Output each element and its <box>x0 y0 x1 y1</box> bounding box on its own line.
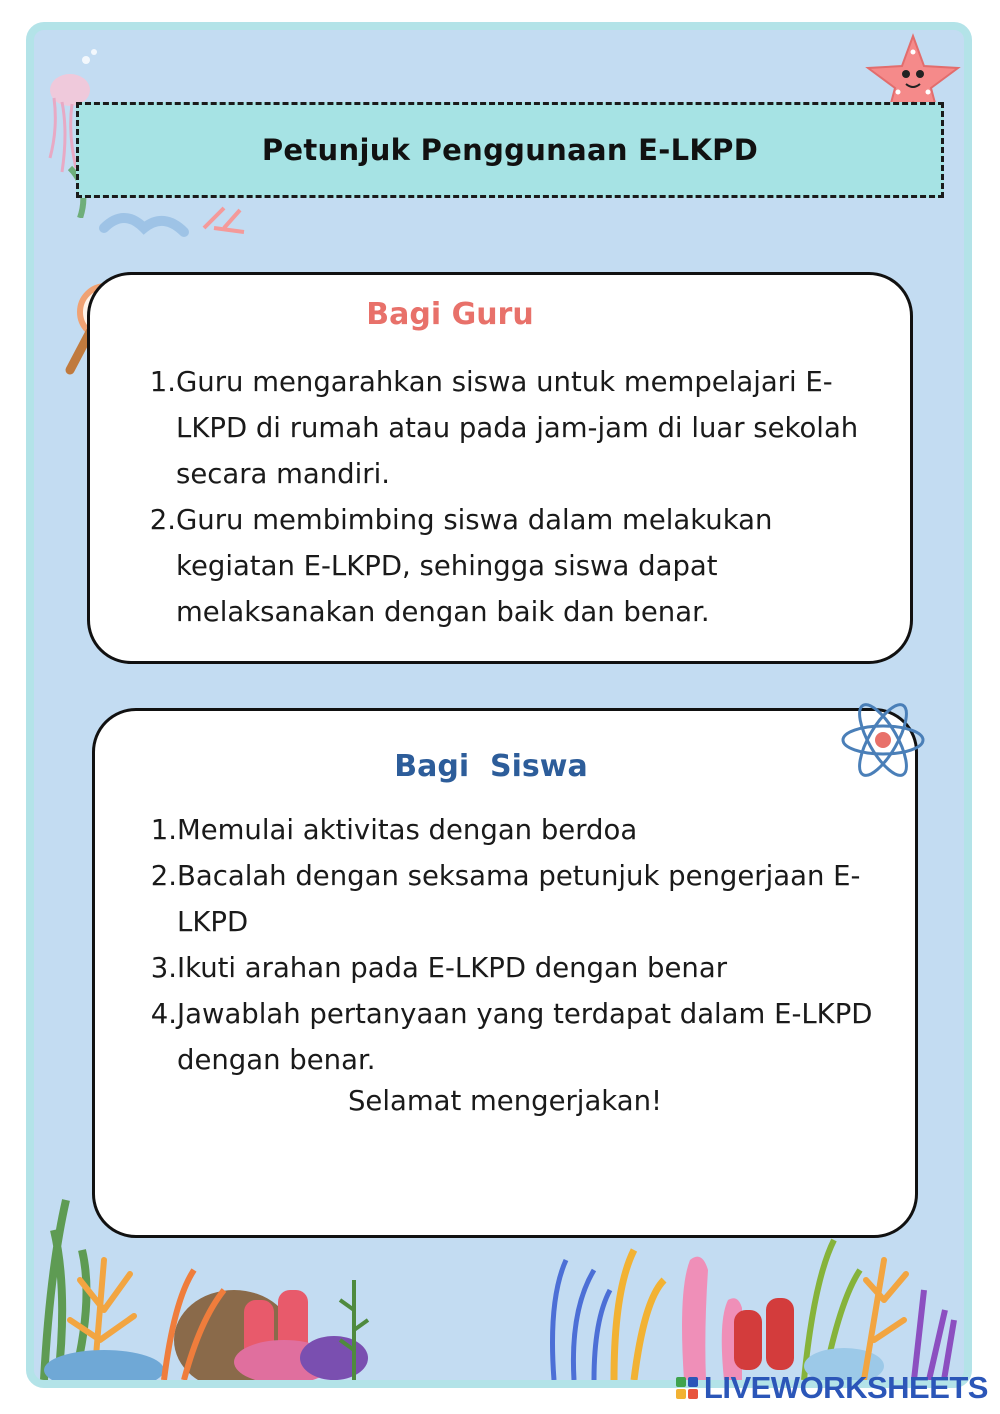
list-text: Guru mengarahkan siswa untuk mempelajari E-LKPD di rumah atau pada jam-jam di luar sekolah secara mandiri. <box>176 366 859 490</box>
list-item <box>141 807 881 853</box>
list-item <box>141 853 881 945</box>
student-instructions-card <box>92 708 918 1238</box>
teacher-heading: Bagi Guru <box>366 297 534 332</box>
list-number: 1. <box>149 366 176 398</box>
brand-name: LIVEWORKSHEETS <box>703 1370 988 1405</box>
list-text: Memulai aktivitas dengan berdoa <box>177 814 638 846</box>
list-number: 3. <box>150 952 177 984</box>
atom-icon <box>838 700 928 780</box>
teacher-instructions-card <box>87 272 913 664</box>
list-number: 2. <box>150 860 177 892</box>
list-item <box>141 991 881 1083</box>
list-text: Jawablah pertanyaan yang terdapat dalam E-LKPD dengan benar. <box>177 998 873 1076</box>
list-text: Ikuti arahan pada E-LKPD dengan benar <box>177 952 727 984</box>
list-text: Guru membimbing siswa dalam melakukan kegiatan E-LKPD, sehingga siswa dapat melaksanakan dengan baik dan benar. <box>176 504 773 628</box>
teacher-steps-list <box>140 359 870 635</box>
list-number: 1. <box>150 814 177 846</box>
title-banner <box>76 102 944 198</box>
liveworksheets-brand[interactable] <box>676 1370 988 1406</box>
student-steps-list <box>141 807 881 1083</box>
list-item <box>141 945 881 991</box>
list-item <box>140 359 870 497</box>
liveworksheets-logo-icon <box>676 1377 698 1399</box>
list-number: 4. <box>150 998 177 1030</box>
list-item <box>140 497 870 635</box>
closing-message: Selamat mengerjakan! <box>347 1085 663 1117</box>
page-title: Petunjuk Penggunaan E-LKPD <box>261 133 759 167</box>
coral-small-icon <box>94 198 264 248</box>
list-number: 2. <box>149 504 176 536</box>
list-text: Bacalah dengan seksama petunjuk pengerjaan E-LKPD <box>177 860 861 938</box>
student-heading: Bagi Siswa <box>394 749 588 784</box>
